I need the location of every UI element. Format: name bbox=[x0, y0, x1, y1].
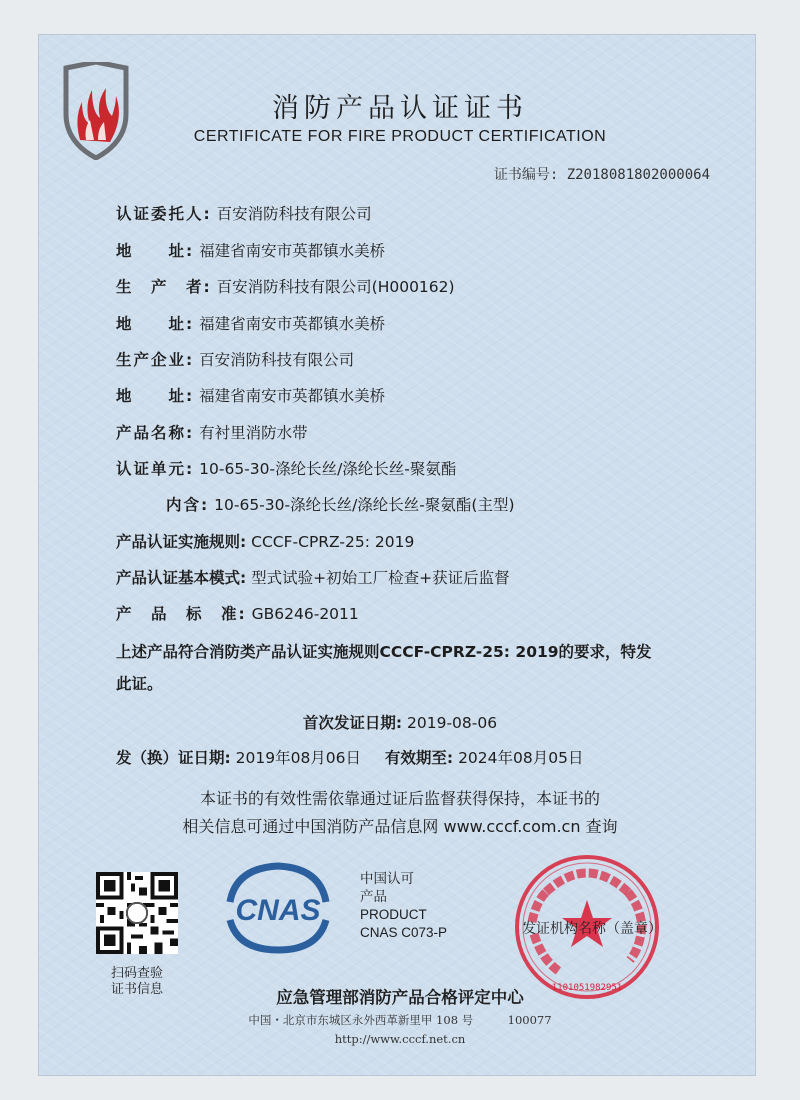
unit-value: 10-65-30-涤纶长丝/涤纶长丝-聚氨酯 bbox=[199, 460, 457, 478]
cnas-logo-icon bbox=[216, 862, 340, 954]
mode-label: 产品认证基本模式: bbox=[116, 569, 247, 587]
field-producer-address bbox=[116, 312, 385, 334]
title-english: CERTIFICATE FOR FIRE PRODUCT CERTIFICATION bbox=[193, 128, 607, 145]
declaration-line-1: 上述产品符合消防类产品认证实施规则CCCF-CPRZ-25: 2019的要求，特发 bbox=[116, 643, 652, 661]
client-address-value: 福建省南安市英都镇水美桥 bbox=[199, 242, 386, 260]
expiry-date-value: 2024年08月05日 bbox=[458, 749, 584, 767]
client-address-label: 地 址: bbox=[116, 242, 195, 260]
title-chinese: 消防产品认证证书 bbox=[272, 93, 528, 124]
qr-caption-line-1: 扫码查验 bbox=[110, 966, 163, 981]
cnas-info-line-1: 中国认可 bbox=[360, 871, 414, 886]
cnas-info-line-4: CNAS C073-P bbox=[360, 925, 448, 940]
enterprise-value: 百安消防科技有限公司 bbox=[199, 351, 355, 369]
enterprise-address-label: 地 址: bbox=[116, 387, 195, 405]
field-unit bbox=[116, 457, 456, 479]
issue-date-value: 2019年08月06日 bbox=[235, 749, 362, 767]
standard-value: GB6246-2011 bbox=[251, 605, 359, 623]
unit-label: 认证单元: bbox=[116, 460, 195, 478]
rules-value: CCCF-CPRZ-25: 2019 bbox=[251, 533, 415, 551]
certificate-number-value: Z2018081802000064 bbox=[566, 167, 710, 183]
product-label: 产品名称: bbox=[116, 424, 195, 442]
mode-value: 型式试验+初始工厂检查+获证后监督 bbox=[251, 569, 510, 587]
field-client bbox=[116, 202, 372, 224]
validity-note-line-1: 本证书的有效性需依靠通过证后监督获得保持，本证书的 bbox=[199, 789, 600, 808]
expiry-date-label: 有效期至: bbox=[384, 749, 454, 767]
client-label: 认证委托人: bbox=[116, 205, 212, 223]
issue-date-label: 发（换）证日期: bbox=[116, 749, 231, 767]
field-contains bbox=[166, 493, 515, 515]
seal-caption: 发证机构名称（盖章） bbox=[522, 921, 662, 937]
product-value: 有衬里消防水带 bbox=[199, 424, 308, 442]
field-client-address bbox=[116, 239, 385, 261]
contains-label: 内含: bbox=[166, 496, 210, 514]
qr-caption-line-2: 证书信息 bbox=[110, 982, 163, 997]
field-product bbox=[116, 421, 308, 443]
issue-dates bbox=[116, 746, 583, 768]
issuer-url: http://www.cccf.net.cn bbox=[334, 1032, 466, 1046]
field-producer bbox=[116, 275, 455, 297]
validity-note-line-2: 相关信息可通过中国消防产品信息网 www.cccf.com.cn 查询 bbox=[182, 817, 618, 836]
cnas-info bbox=[360, 870, 447, 942]
producer-value: 百安消防科技有限公司(H000162) bbox=[216, 278, 455, 296]
issuer-name: 应急管理部消防产品合格评定中心 bbox=[276, 988, 524, 1007]
producer-address-label: 地 址: bbox=[116, 315, 195, 333]
contains-value: 10-65-30-涤纶长丝/涤纶长丝-聚氨酯(主型) bbox=[214, 496, 515, 514]
field-standard bbox=[116, 602, 359, 624]
cnas-logo-text: CNAS bbox=[235, 894, 321, 927]
seal-number: 1101051982951 bbox=[551, 983, 623, 993]
field-rules bbox=[116, 530, 414, 552]
enterprise-label: 生产企业: bbox=[116, 351, 195, 369]
qr-code-icon bbox=[96, 872, 178, 954]
enterprise-address-value: 福建省南安市英都镇水美桥 bbox=[199, 387, 386, 405]
field-enterprise-address bbox=[116, 384, 385, 406]
first-issue-date bbox=[0, 711, 800, 733]
first-issue-value: 2019-08-06 bbox=[407, 714, 498, 732]
field-enterprise bbox=[116, 348, 354, 370]
producer-label: 生 产 者: bbox=[116, 278, 212, 296]
producer-address-value: 福建省南安市英都镇水美桥 bbox=[199, 315, 386, 333]
first-issue-label: 首次发证日期: bbox=[302, 714, 403, 732]
standard-label: 产 品 标 准: bbox=[116, 605, 247, 623]
field-mode bbox=[116, 566, 510, 588]
cnas-info-line-3: PRODUCT bbox=[360, 907, 427, 922]
cnas-info-line-2: 产品 bbox=[360, 889, 387, 904]
declaration-line-2: 此证。 bbox=[116, 675, 163, 693]
certificate-number bbox=[410, 164, 710, 184]
issuer-address: 中国・北京市东城区永外西革新里甲 108 号 100077 bbox=[248, 1013, 552, 1027]
rules-label: 产品认证实施规则: bbox=[116, 533, 247, 551]
declaration bbox=[116, 636, 676, 700]
client-value: 百安消防科技有限公司 bbox=[216, 205, 372, 223]
certificate-number-label: 证书编号: bbox=[493, 167, 559, 183]
